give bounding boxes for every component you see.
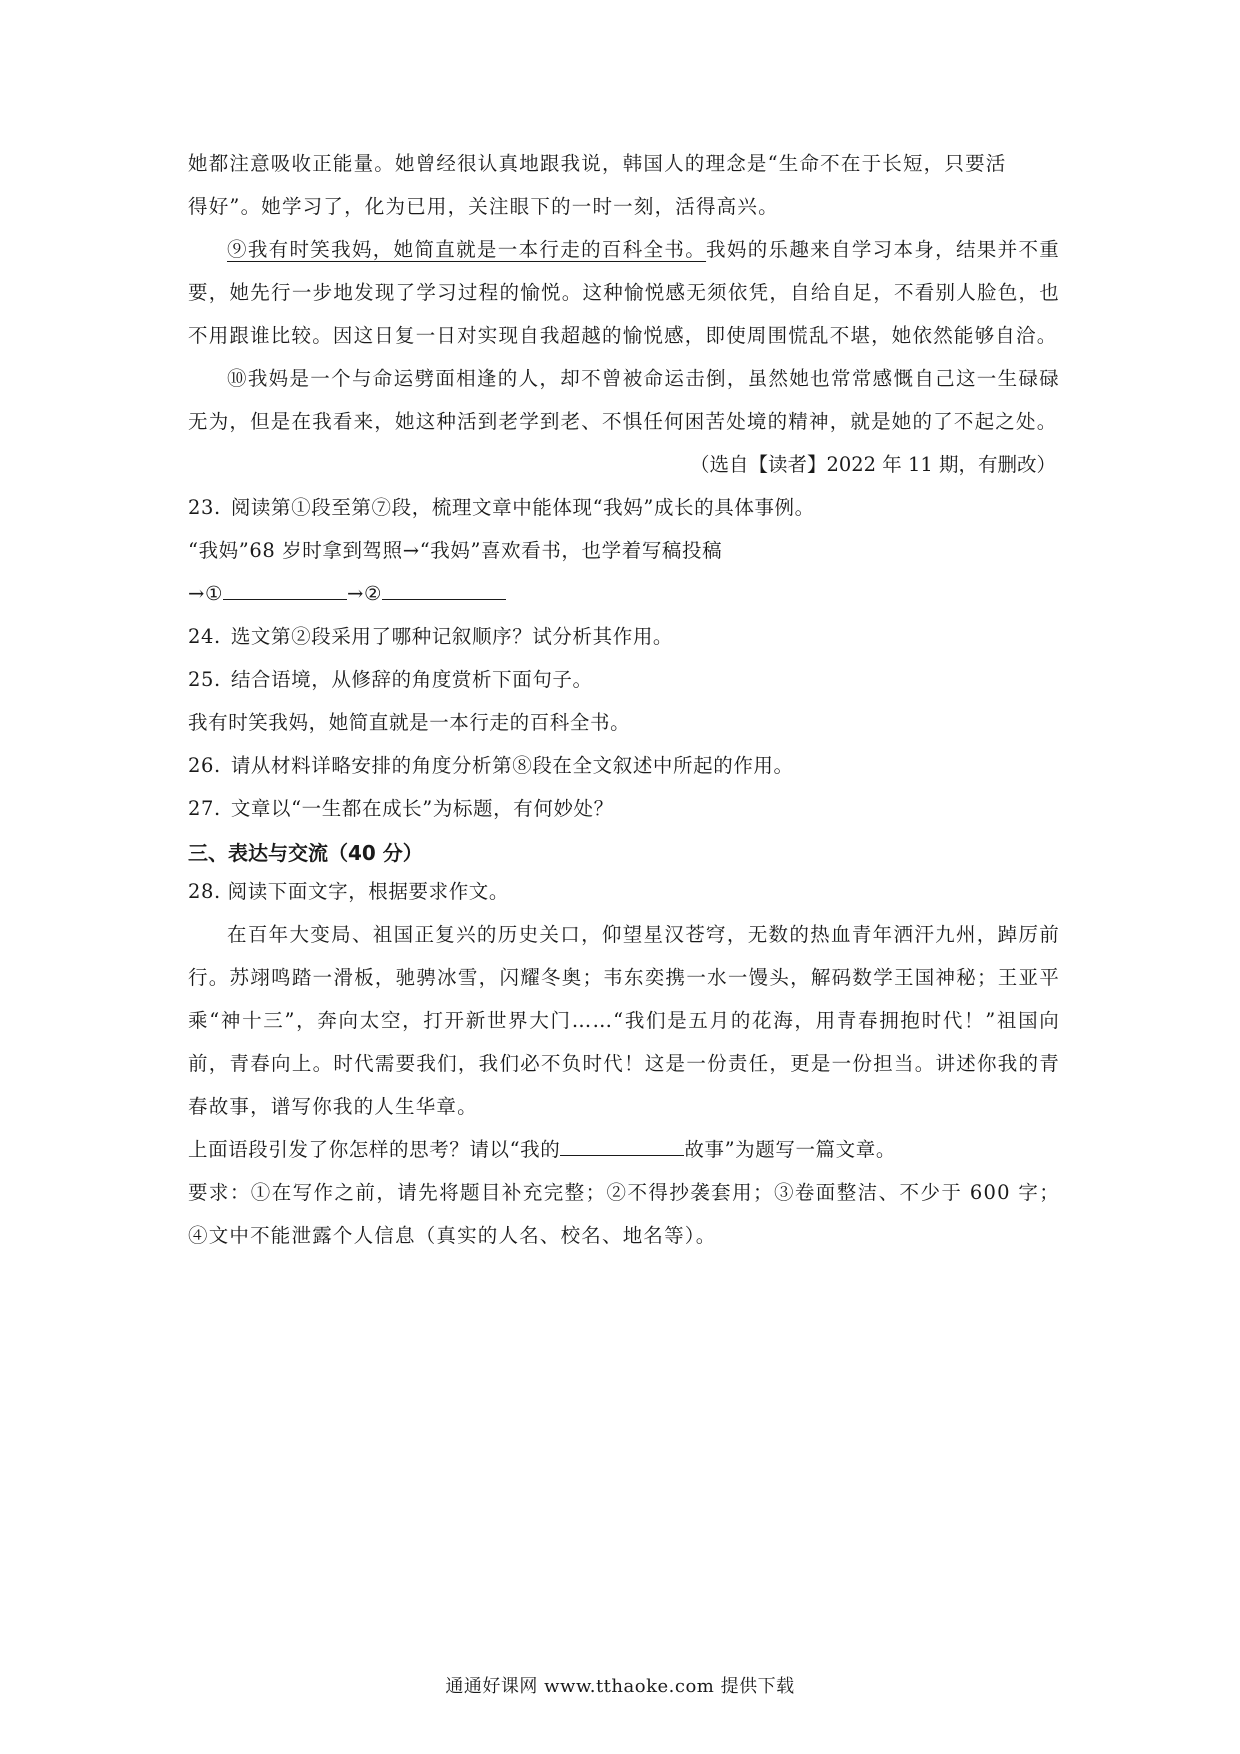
task-text-after: 故事”为题写一篇文章。 — [684, 1138, 896, 1161]
essay-prompt: 在百年大变局、祖国正复兴的历史关口，仰望星汉苍穹，无数的热血青年洒汗九州，踔厉前行。苏翊鸣踏一滑板，驰骋冰雪，闪耀冬奥；韦东奕携一水一馒头，解码数学王国神秘；王亚平乘“神十三”，奔向太空，打开新世界大门……“我们是五月的花海，用青春拥抱时代！”祖国向前，青春向上。时代需要我们，我们必不负时代！这是一份责任，更是一份担当。讲述你我的青春故事，谱写你我的人生华章。 — [188, 923, 1060, 1118]
underlined-sentence: ⑨我有时笑我妈，她简直就是一本行走的百科全书。 — [227, 238, 707, 261]
question-26 — [188, 744, 1060, 787]
paragraph-8-ending — [188, 142, 1060, 228]
question-28-heading: 28. 阅读下面文字，根据要求作文。 — [188, 880, 510, 903]
question-number: 26. — [188, 754, 221, 777]
question-23-blanks — [188, 572, 1060, 615]
source-citation: （选自【读者】2022 年 11 期，有删改） — [689, 453, 1056, 476]
question-text: 选文第②段采用了哪种记叙顺序？试分析其作用。 — [230, 625, 674, 648]
question-text: 文章以“一生都在成长”为标题，有何妙处？ — [230, 797, 614, 820]
question-number: 27. — [188, 797, 221, 820]
title-blank[interactable] — [560, 1133, 684, 1156]
task-text-before: 上面语段引发了你怎样的思考？请以“我的 — [188, 1138, 561, 1161]
question-number: 23. — [188, 496, 221, 519]
footer-text: 通通好课网 www.tthaoke.com 提供下载 — [445, 1676, 795, 1697]
question-24 — [188, 615, 1060, 658]
question-text: 阅读第①段至第⑦段，梳理文章中能体现“我妈”成长的具体事例。 — [230, 496, 815, 519]
question-23-chain: “我妈”68 岁时拿到驾照→“我妈”喜欢看书，也学着写稿投稿 — [188, 539, 723, 562]
question-25-sentence: 我有时笑我妈，她简直就是一本行走的百科全书。 — [188, 711, 631, 734]
question-number: 24. — [188, 625, 221, 648]
arrow-label-1: →① — [188, 582, 224, 605]
question-25 — [188, 658, 1060, 701]
essay-task — [188, 1128, 1060, 1171]
question-text: 请从材料详略安排的角度分析第⑧段在全文叙述中所起的作用。 — [230, 754, 794, 777]
paragraph-text: 我妈的乐趣来自学习本身，结果并不重要，她先行一步地发现了学习过程的愉悦。这种愉悦感无须依凭，自给自足，不看别人脸色，也不用跟谁比较。因这日复一日对实现自我超越的愉悦感，即使周围慌乱不堪，她依然能够自洽。 — [188, 238, 1060, 347]
question-number: 25. — [188, 668, 221, 691]
arrow-label-2: →② — [347, 582, 383, 605]
paragraph-line: 得好”。她学习了，化为已用，关注眼下的一时一刻，活得高兴。 — [188, 195, 779, 218]
paragraph-10: ⑩我妈是一个与命运劈面相逢的人，却不曾被命运击倒，虽然她也常常感慨自己这一生碌碌无为，但是在我看来，她这种活到老学到老、不惧任何困苦处境的精神，就是她的了不起之处。 — [188, 367, 1060, 433]
paragraph-line: 她都注意吸收正能量。她曾经很认真地跟我说，韩国人的理念是“生命不在于长短，只要活 — [188, 152, 1007, 175]
question-27 — [188, 787, 1060, 830]
question-text: 结合语境，从修辞的角度赏析下面句子。 — [230, 668, 593, 691]
answer-blank-2[interactable] — [382, 577, 506, 600]
answer-blank-1[interactable] — [223, 577, 347, 600]
paragraph-9 — [188, 228, 1060, 357]
section-title: 三、表达与交流（40 分） — [188, 841, 423, 865]
essay-requirements: 要求：①在写作之前，请先将题目补充完整；②不得抄袭套用；③卷面整洁、不少于 600 字；④文中不能泄露个人信息（真实的人名、校名、地名等）。 — [188, 1181, 1060, 1247]
question-23 — [188, 486, 1060, 529]
page-content — [188, 142, 1060, 1257]
